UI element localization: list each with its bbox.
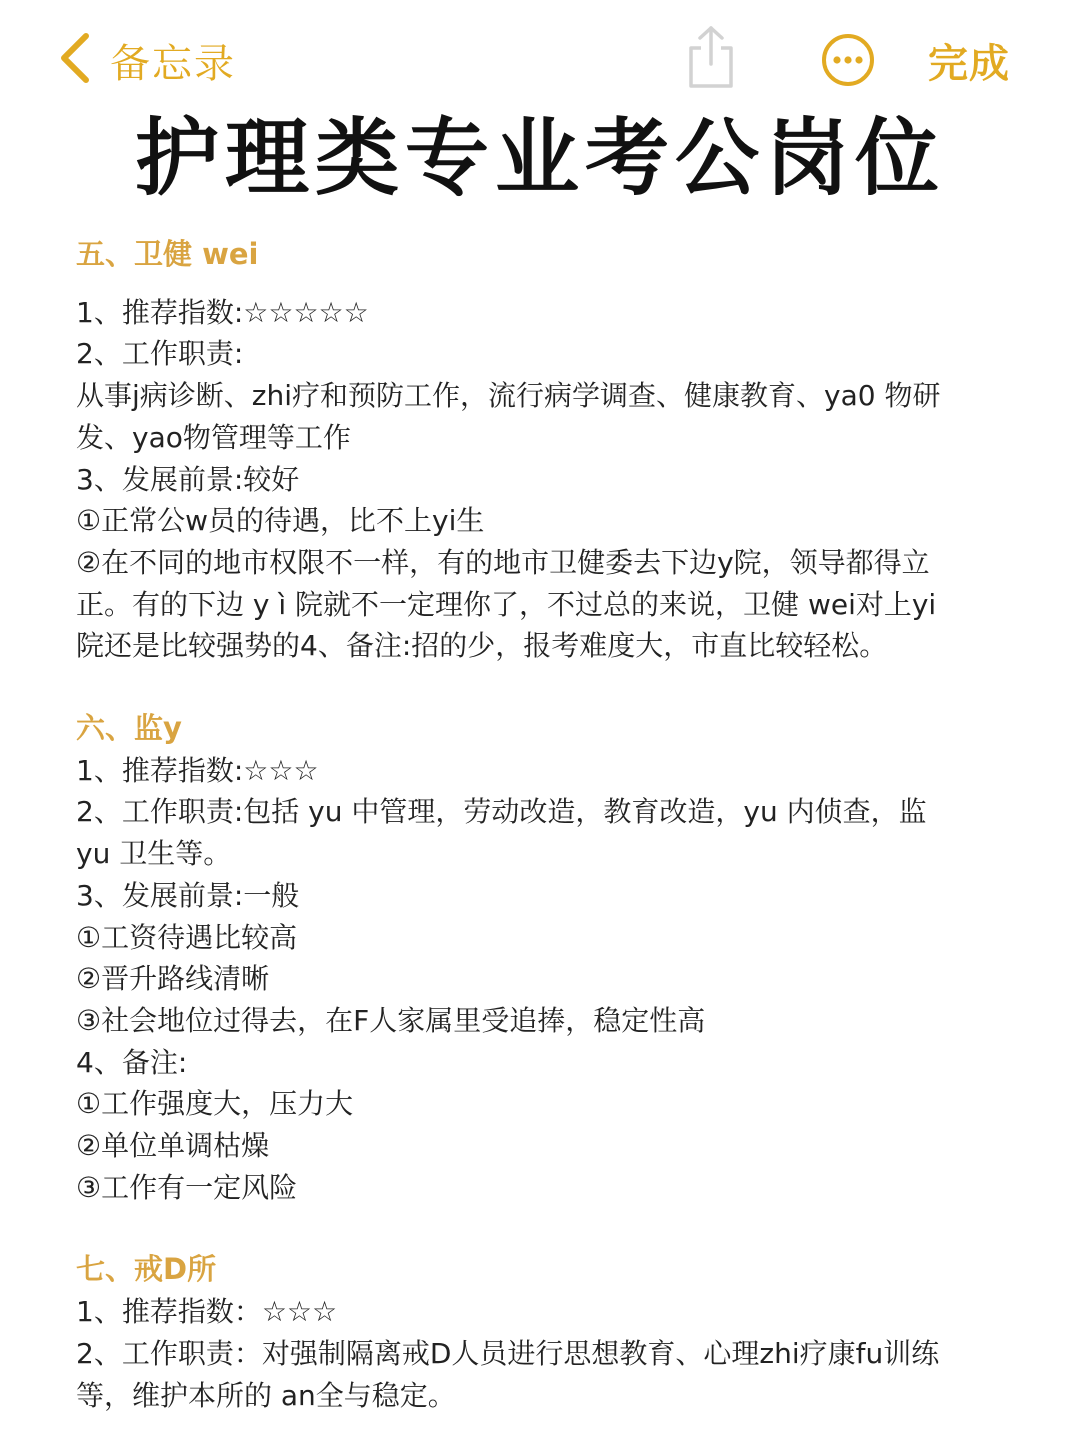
note-line: 3、发展前景:一般 [76, 878, 300, 912]
note-line: 从事j病诊断、zhi疗和预防工作，流行病学调查、健康教育、ya0 物研 [76, 379, 941, 413]
section-heading: 七、戒D所 [76, 1252, 217, 1287]
note-line: ①工作强度大，压力大 [76, 1087, 354, 1121]
note-line: ②晋升路线清晰 [76, 962, 270, 996]
section-heading: 六、监y [76, 711, 182, 746]
note-body[interactable] [76, 234, 1006, 1416]
note-line: 等，维护本所的 an全与稳定。 [76, 1378, 456, 1412]
done-button[interactable]: 完成 [928, 41, 1010, 87]
note-line: 2、工作职责: [76, 337, 244, 371]
ellipsis-circle-icon [820, 73, 876, 92]
note-line: 院还是比较强势的4、备注:招的少，报考难度大，市直比较轻松。 [76, 629, 888, 663]
note-line: 1、推荐指数：☆☆☆ [76, 1295, 338, 1329]
section-heading: 五、卫健 wei [76, 237, 259, 271]
note-line: ①正常公w员的待遇，比不上yi生 [76, 504, 485, 538]
note-line: ①工资待遇比较高 [76, 920, 298, 954]
note-line: 正。有的下边 y ì 院就不一定理你了，不过总的来说，卫健 wei对上yi [76, 587, 937, 621]
note-line: ②单位单调枯燥 [76, 1129, 270, 1163]
blank-line [76, 667, 1006, 708]
note-line: 发、yao物管理等工作 [76, 420, 351, 454]
share-button[interactable] [683, 24, 739, 90]
share-icon [683, 75, 739, 94]
note-title: 护理类专业考公岗位 [134, 109, 945, 207]
blank-line [76, 1208, 1006, 1249]
note-line: ②在不同的地市权限不一样，有的地市卫健委去下边y院，领导都得立 [76, 545, 930, 579]
note-line: ③工作有一定风险 [76, 1170, 298, 1204]
note-line: 2、工作职责:包括 yu 中管理，劳动改造，教育改造，yu 内侦查，监 [76, 795, 927, 829]
note-line: 2、工作职责：对强制隔离戒D人员进行思想教育、心理zhi疗康fu训练 [76, 1336, 940, 1370]
navigation-bar [0, 0, 1080, 110]
note-line: ③社会地位过得去，在F人家属里受追捧，稳定性高 [76, 1003, 706, 1037]
back-label: 备忘录 [110, 40, 236, 87]
note-line: 1、推荐指数:☆☆☆☆☆ [76, 295, 369, 329]
note-line: 4、备注: [76, 1045, 188, 1079]
more-options-button[interactable] [820, 32, 876, 88]
chevron-left-icon [58, 32, 92, 88]
note-line: 1、推荐指数:☆☆☆ [76, 753, 319, 787]
note-line: yu 卫生等。 [76, 837, 232, 871]
back-button[interactable] [58, 30, 236, 90]
note-line: 3、发展前景:较好 [76, 462, 300, 496]
